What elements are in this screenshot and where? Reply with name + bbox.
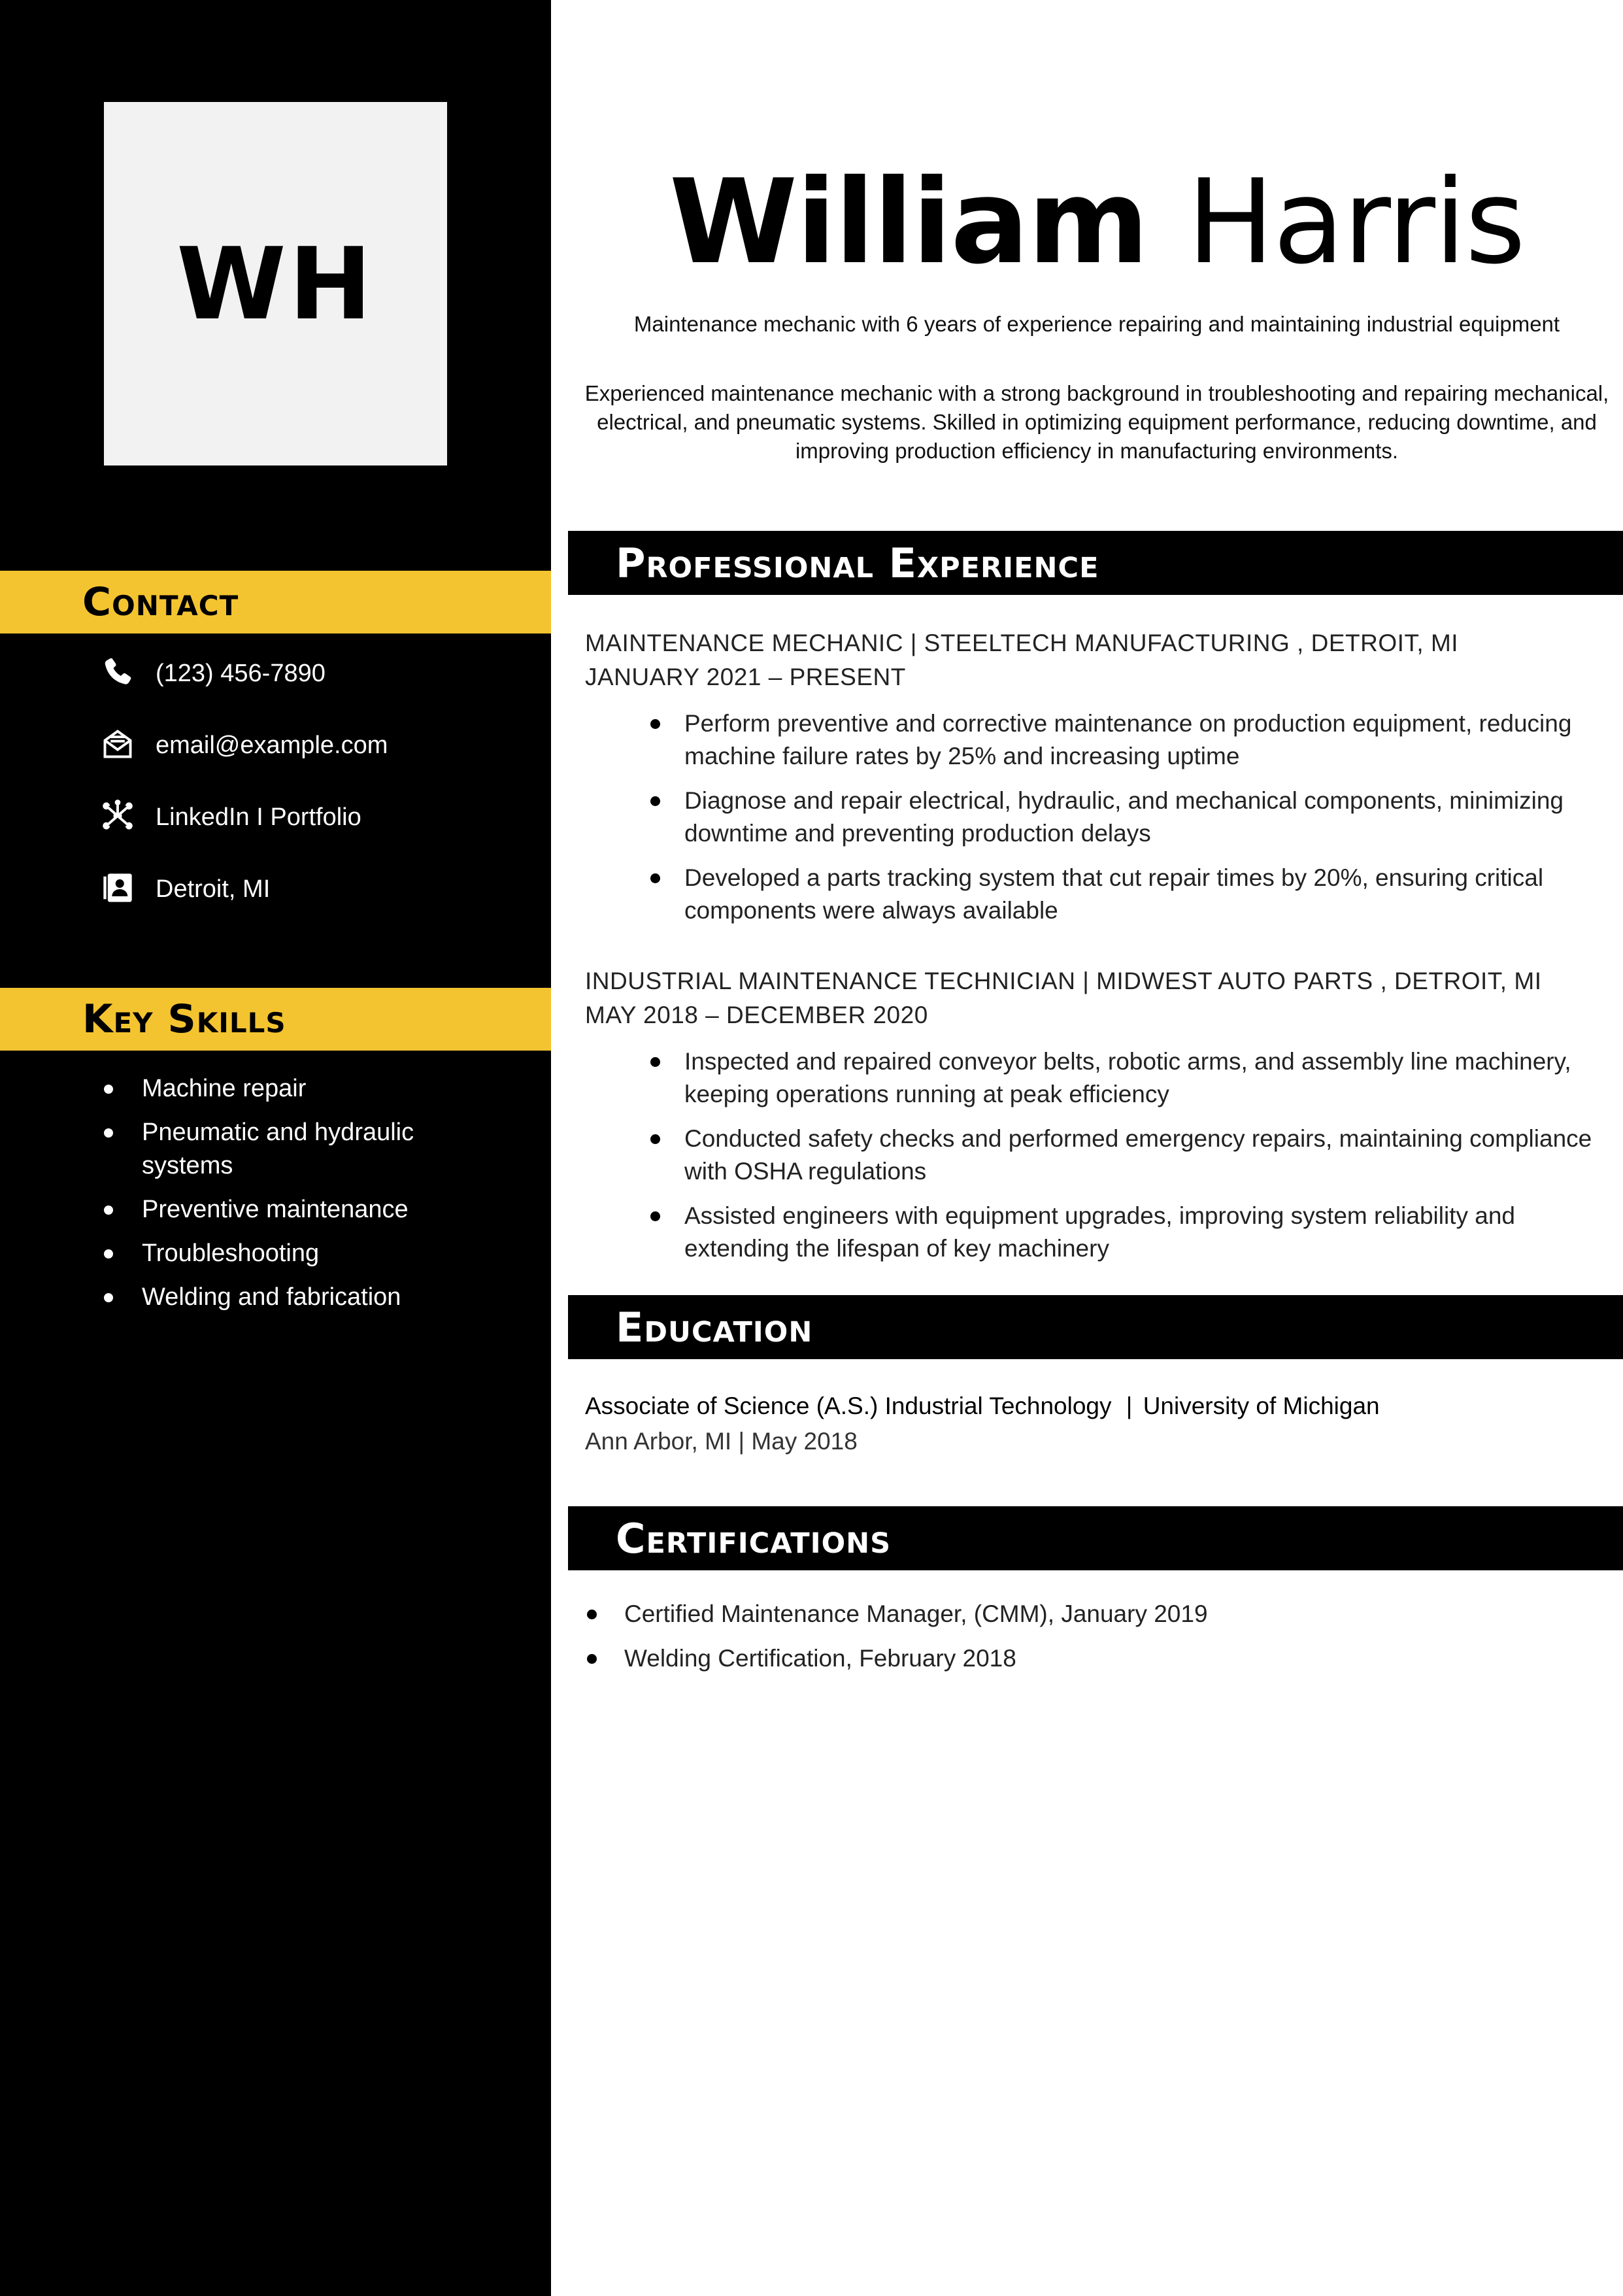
phone-icon <box>98 654 137 690</box>
skills-list <box>101 1072 507 1325</box>
location-text: Detroit, MI <box>156 875 271 903</box>
certifications-list <box>585 1597 1611 1686</box>
job-bullet: Developed a parts tracking system that cut repair times by 20%, ensuring critical components were always available <box>585 862 1611 927</box>
job-bullets <box>585 1045 1611 1265</box>
contact-item-email <box>98 726 543 798</box>
headline: Maintenance mechanic with 6 years of experience repairing and maintaining industrial equipment <box>633 312 1560 336</box>
education-title: Education <box>616 1304 813 1351</box>
network-icon <box>98 798 137 834</box>
links-text[interactable]: LinkedIn I Portfolio <box>156 803 361 831</box>
sidebar <box>0 0 551 2296</box>
contact-title: Contact <box>82 579 239 625</box>
phone-text: (123) 456-7890 <box>156 660 326 687</box>
job-bullet: Assisted engineers with equipment upgrades, improving system reliability and extending the lifespan of key machinery <box>585 1200 1611 1265</box>
email-icon <box>98 726 137 762</box>
monogram: WH <box>176 226 375 342</box>
job-title: MAINTENANCE MECHANIC | STEELTECH MANUFACTURING , DETROIT, MI <box>585 630 1459 656</box>
certification-item: Certified Maintenance Manager, (CMM), January 2019 <box>585 1597 1611 1631</box>
education-meta: Ann Arbor, MI | May 2018 <box>585 1428 858 1455</box>
skill-item: Troubleshooting <box>101 1237 507 1270</box>
contact-item-links <box>98 798 543 869</box>
skills-title: Key Skills <box>82 996 286 1042</box>
skill-item: Pneumatic and hydraulic systems <box>101 1116 507 1183</box>
job-entry <box>585 964 1611 1277</box>
address-card-icon <box>98 869 137 906</box>
certifications-section-bar <box>568 1506 1623 1570</box>
school: University of Michigan <box>1143 1393 1380 1419</box>
main-content <box>551 0 1623 2296</box>
degree-separator: | <box>1126 1393 1133 1419</box>
skill-item: Machine repair <box>101 1072 507 1106</box>
certification-item: Welding Certification, February 2018 <box>585 1642 1611 1676</box>
last-name: Harris <box>1186 154 1525 290</box>
certifications-title: Certifications <box>616 1515 892 1562</box>
degree: Associate of Science (A.S.) Industrial Technology <box>585 1393 1112 1419</box>
contact-item-phone <box>98 654 543 726</box>
job-dates: JANUARY 2021 – PRESENT <box>585 664 906 690</box>
skill-item: Preventive maintenance <box>101 1193 507 1226</box>
job-bullet: Inspected and repaired conveyor belts, robotic arms, and assembly line machinery, keeping operations running at peak efficiency <box>585 1045 1611 1111</box>
job-bullet: Diagnose and repair electrical, hydraulic, and mechanical components, minimizing downtime and preventing production delays <box>585 785 1611 850</box>
skills-band <box>0 988 551 1051</box>
experience-title: Professional Experience <box>616 539 1099 587</box>
summary: Experienced maintenance mechanic with a strong background in troubleshooting and repairing mechanical, electrical, and pneumatic systems. Skilled in optimizing equipment performance, reducing downtime, and improving production efficiency in manufacturing environments. <box>584 381 1609 463</box>
contact-list <box>98 654 543 941</box>
first-name: William <box>669 154 1148 290</box>
job-dates: MAY 2018 – DECEMBER 2020 <box>585 1002 928 1028</box>
job-bullet: Conducted safety checks and performed emergency repairs, maintaining compliance with OSHA regulations <box>585 1123 1611 1188</box>
monogram-box <box>104 102 447 465</box>
experience-section-bar <box>568 531 1623 595</box>
email-text: email@example.com <box>156 732 388 759</box>
candidate-name <box>551 150 1623 294</box>
education-section-bar <box>568 1295 1623 1359</box>
education-entry <box>585 1389 1611 1459</box>
contact-item-location <box>98 869 543 941</box>
contact-band <box>0 571 551 633</box>
degree-line <box>585 1389 1611 1424</box>
job-title: INDUSTRIAL MAINTENANCE TECHNICIAN | MIDWEST AUTO PARTS , DETROIT, MI <box>585 968 1542 994</box>
skill-item: Welding and fabrication <box>101 1281 507 1314</box>
job-bullet: Perform preventive and corrective maintenance on production equipment, reducing machine failure rates by 25% and increasing uptime <box>585 707 1611 773</box>
job-entry <box>585 626 1611 939</box>
job-bullets <box>585 707 1611 927</box>
